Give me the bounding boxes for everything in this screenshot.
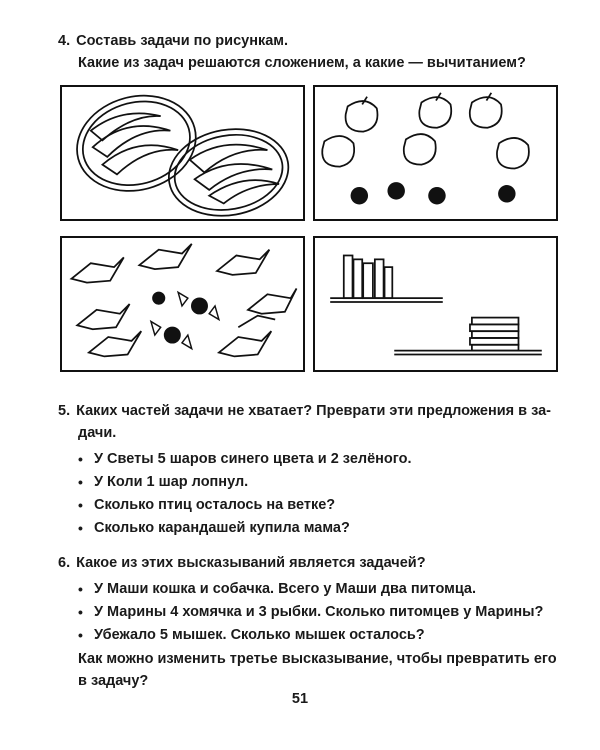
bullet-icon: • xyxy=(78,581,83,597)
task-6-heading xyxy=(58,552,558,574)
task-4-heading xyxy=(58,30,558,74)
list-item xyxy=(78,624,543,647)
bullet-icon: • xyxy=(78,627,83,643)
task-6-question-line-2: в задачу? xyxy=(78,673,149,689)
task-6-list xyxy=(78,578,543,647)
list-item-text: У Маши кошка и собачка. Всего у Маши два питомца. xyxy=(94,581,477,597)
bullet-icon: • xyxy=(78,497,83,513)
list-item-text: У Коли 1 шар лопнул. xyxy=(94,474,249,490)
picture-apples-and-berries xyxy=(313,85,558,221)
bullet-icon: • xyxy=(78,520,83,536)
task-6-question-line-1: Как можно изменить третье высказывание, чтобы превратить его xyxy=(78,651,557,667)
task-5-heading xyxy=(58,400,558,444)
candies-illustration xyxy=(62,238,303,370)
task-4-line-2: Какие из задач решаются сложением, а какие — вычитанием? xyxy=(78,55,526,71)
list-item xyxy=(78,517,412,540)
picture-bananas-on-plates xyxy=(60,85,305,221)
task-4-number: 4. xyxy=(58,33,71,49)
list-item-text: У Светы 5 шаров синего цвета и 2 зелёного. xyxy=(94,451,412,467)
list-item-text: Убежало 5 мышек. Сколько мышек осталось? xyxy=(94,627,425,643)
task-6-line-1: Какое из этих высказываний является задачей? xyxy=(76,555,426,571)
list-item xyxy=(78,494,412,517)
page-number: 51 xyxy=(291,691,309,707)
list-item xyxy=(78,471,412,494)
task-5-line-2: дачи. xyxy=(78,425,117,441)
list-item xyxy=(78,578,543,601)
task-6-number: 6. xyxy=(58,555,71,571)
list-item xyxy=(78,448,412,471)
list-item xyxy=(78,601,543,624)
apples-illustration xyxy=(315,87,556,219)
books-illustration xyxy=(315,238,556,370)
list-item-text: Сколько птиц осталось на ветке? xyxy=(94,497,336,513)
bullet-icon: • xyxy=(78,451,83,467)
task-5-number: 5. xyxy=(58,403,71,419)
list-item-text: У Марины 4 хомячка и 3 рыбки. Сколько питомцев у Марины? xyxy=(94,604,544,620)
task-5-line-1: Каких частей задачи не хватает? Преврати эти предложения в за- xyxy=(76,403,551,419)
task-4-line-1: Составь задачи по рисункам. xyxy=(76,33,289,49)
picture-books-on-shelves xyxy=(313,236,558,372)
bullet-icon: • xyxy=(78,604,83,620)
task-5-list xyxy=(78,448,412,540)
list-item-text: Сколько карандашей купила мама? xyxy=(94,520,350,536)
task-6-question xyxy=(78,648,568,692)
bananas-illustration xyxy=(62,87,303,219)
picture-wrapped-candies xyxy=(60,236,305,372)
bullet-icon: • xyxy=(78,474,83,490)
